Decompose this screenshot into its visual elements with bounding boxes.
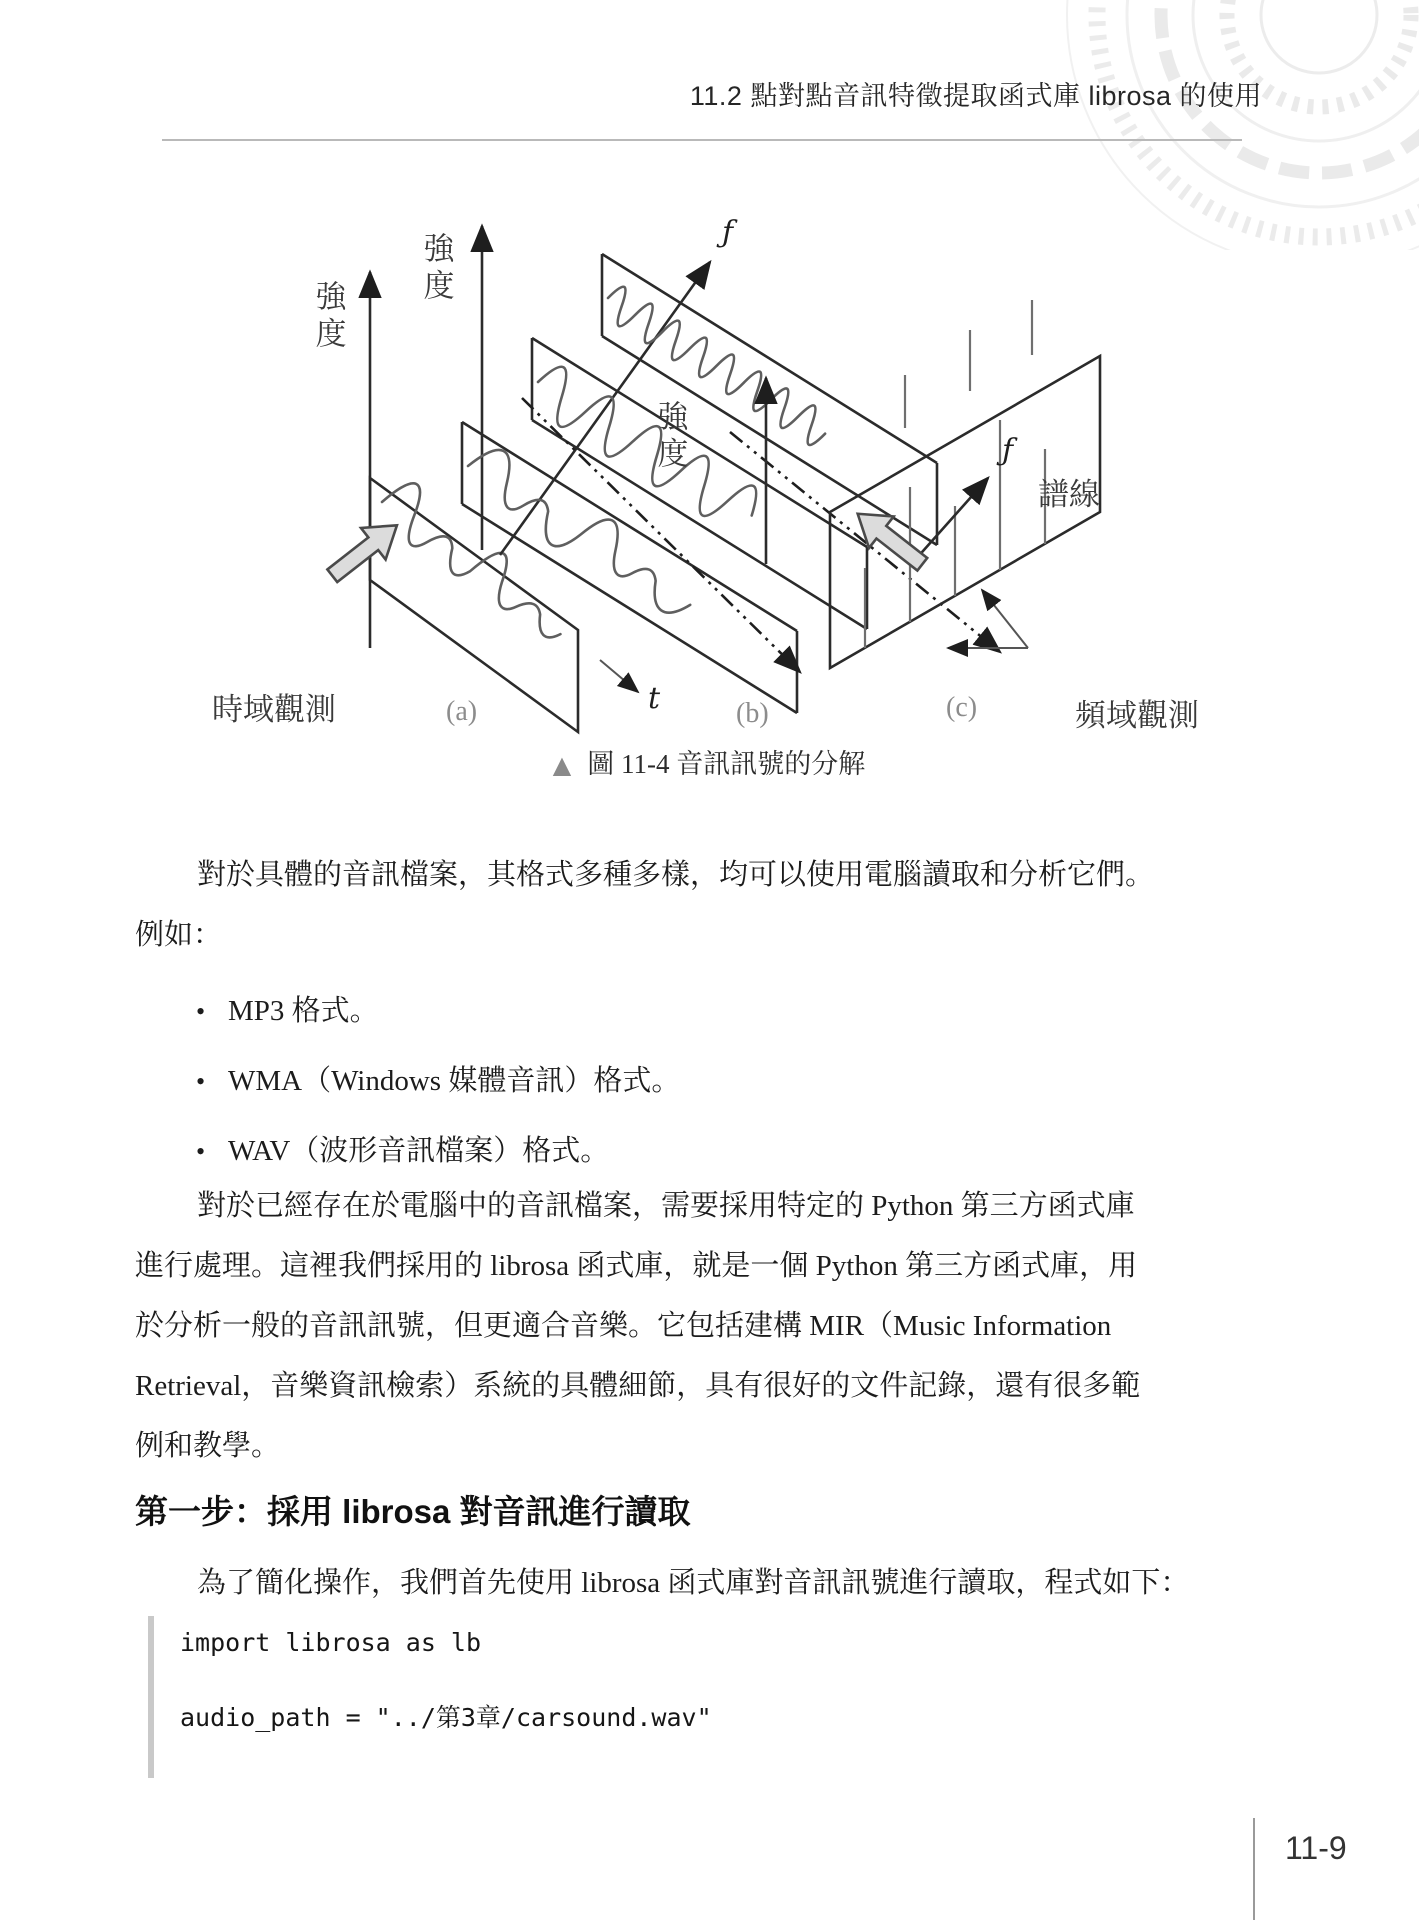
figure-11-4 — [170, 160, 1200, 735]
code-line-import: import librosa as lb — [180, 1628, 482, 1657]
paragraph-1-line-1: 對於具體的音訊檔案，其格式多種多樣，均可以使用電腦讀取和分析它們。 — [197, 859, 1155, 891]
intensity-label-b: 強度 — [418, 232, 454, 306]
paragraph-2-line-3: 於分析一般的音訊訊號，但更適合音樂。它包括建構 MIR（Music Information — [135, 1310, 1112, 1342]
sub-label-a: (a) — [446, 696, 478, 727]
frequency-domain-arrow-icon — [845, 498, 934, 580]
list-item-text: WMA（Windows 媒體音訊）格式。 — [228, 1065, 681, 1097]
list-item-text: WAV（波形音訊檔案）格式。 — [228, 1135, 610, 1167]
paragraph-2-line-4: Retrieval，音樂資訊檢索）系統的具體細節，具有很好的文件記錄，還有很多範 — [135, 1370, 1141, 1402]
paragraph-2-line-2: 進行處理。這裡我們採用的 librosa 函式庫，就是一個 Python 第三方函式庫，用 — [135, 1250, 1138, 1282]
header-rule — [162, 139, 1242, 141]
paragraph-2-line-5: 例和教學。 — [135, 1430, 281, 1462]
chapter-header: 11.2 點對點音訊特徵提取函式庫 librosa 的使用 — [689, 81, 1262, 111]
audio-decomposition-diagram — [170, 160, 1200, 735]
list-item-text: MP3 格式。 — [228, 995, 379, 1027]
time-axis-label: t — [648, 681, 661, 716]
list-item-wma — [196, 1058, 680, 1099]
section-heading: 第一步：採用 librosa 對音訊進行讀取 — [135, 1493, 691, 1530]
caption-text: 圖 11-4 音訊訊號的分解 — [587, 749, 866, 779]
spectral-line-label: 譜線 — [1038, 477, 1100, 512]
caption-triangle-icon: ▲ — [552, 751, 572, 779]
paragraph-2-line-1: 對於已經存在於電腦中的音訊檔案，需要採用特定的 Python 第三方函式庫 — [197, 1190, 1135, 1222]
code-line-audio-path: audio_path = "../第3章/carsound.wav" — [180, 1703, 712, 1732]
figure-caption — [64, 742, 1354, 781]
spectral-lines — [865, 300, 1045, 648]
sub-label-c: (c) — [946, 692, 978, 723]
list-item-mp3 — [196, 988, 379, 1029]
paragraph-3: 為了簡化操作，我們首先使用 librosa 函式庫對音訊訊號進行讀取，程式如下： — [197, 1567, 1190, 1599]
frequency-domain-label: 頻域觀測 — [1075, 698, 1199, 733]
time-axis-arrow — [600, 660, 638, 692]
sub-label-b: (b) — [736, 698, 769, 729]
bullet-dot: • — [196, 1067, 206, 1096]
time-domain-arrow-icon — [320, 510, 409, 592]
bullet-dot: • — [196, 997, 206, 1026]
list-item-wav — [196, 1128, 609, 1169]
code-block — [148, 1616, 1164, 1778]
bullet-dot: • — [196, 1137, 206, 1166]
frequency-axis-label-b: ƒ — [722, 215, 734, 250]
time-domain-label: 時域觀測 — [212, 692, 336, 727]
frequency-axis-label-c: ƒ — [1002, 433, 1014, 468]
plane-mid-frequency — [524, 338, 867, 629]
plane-high-frequency — [598, 254, 937, 545]
mini-axes-icon — [948, 590, 1028, 648]
plane-c — [830, 356, 1100, 668]
frequency-axis-c — [915, 478, 988, 560]
paragraph-1-line-2: 例如： — [135, 919, 223, 951]
page-number: 11-9 — [1285, 1830, 1347, 1866]
footer-rule — [1253, 1818, 1255, 1920]
intensity-label-c: 強度 — [652, 400, 688, 474]
intensity-label-a: 強度 — [310, 280, 346, 354]
